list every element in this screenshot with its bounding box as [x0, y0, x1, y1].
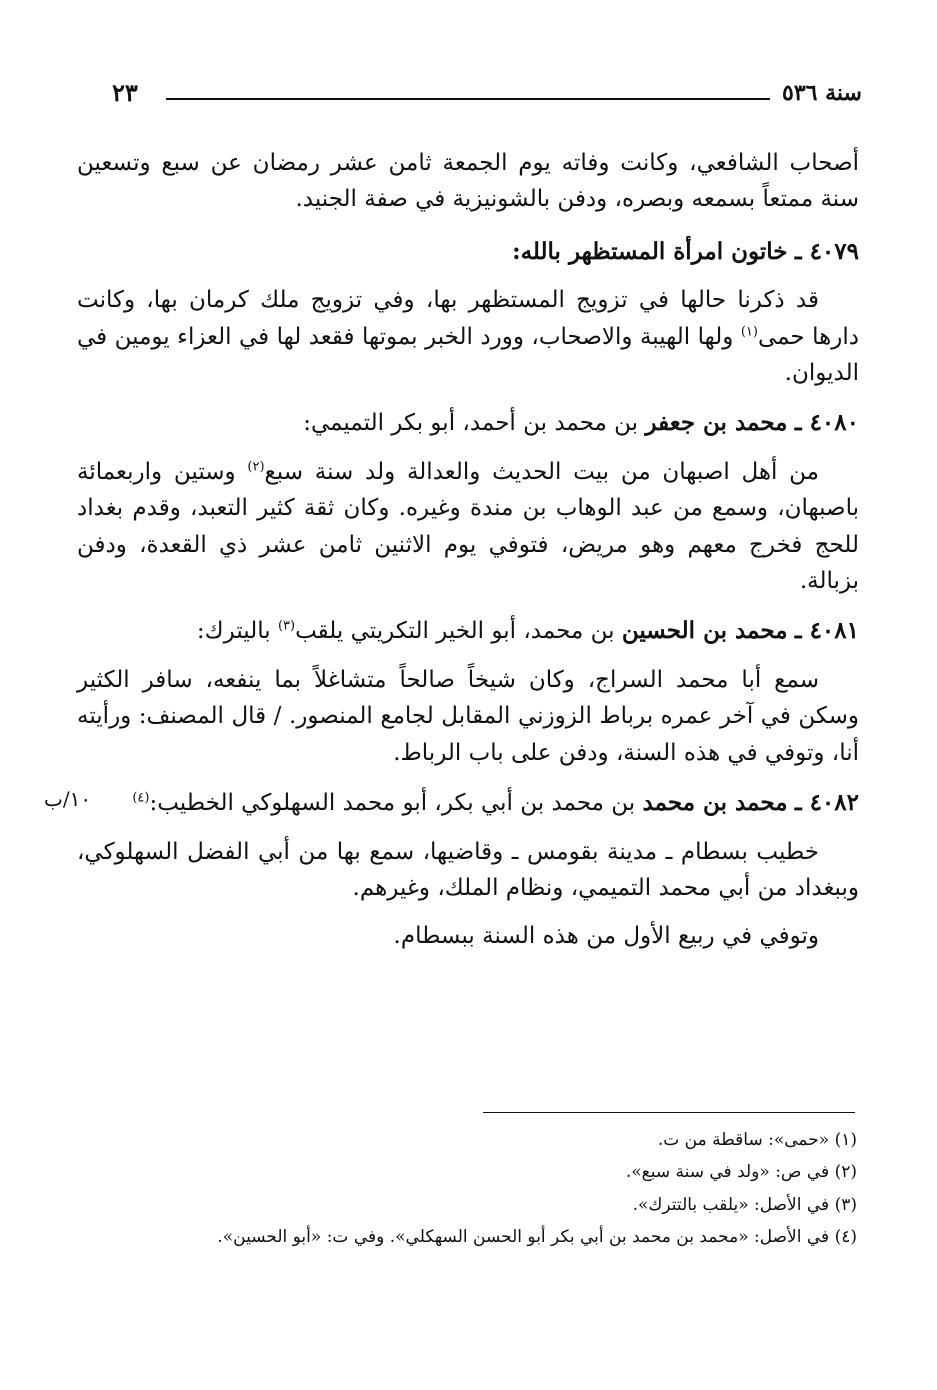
entry-text: وستين واربعمائة باصبهان، وسمع من عبد الوهاب بن مندة وغيره. وكان ثقة كثير التعبد، وقدم بغداد للحج فخرج معهم وهو مريض، فتوفي يوم الاثنين ثامن عشر ذي القعدة، ودفن بزبالة. — [77, 458, 859, 594]
entry-text: من أهل اصبهان من بيت الحديث والعدالة ولد سنة سبع — [264, 458, 820, 485]
entry-text: خطيب بسطام ـ مدينة بقومس ـ وقاضيها، سمع بها من أبي الفضل السهلوكي، وببغداد من أبي محمد التميمي، ونظام الملك، وغيرهم. — [77, 838, 859, 901]
intro-paragraph: أصحاب الشافعي، وكانت وفاته يوم الجمعة ثامن عشر رمضان عن سبع وتسعين سنة ممتعاً بسمعه وبصره، ودفن بالشونيزية في صفة الجنيد. — [77, 150, 859, 213]
entry-text: سمع أبا محمد السراج، وكان شيخاً صالحاً متشاغلاً بما ينفعه، سافر الكثير وسكن في آخر عمره برباط الزوزني المقابل لجامع المنصور. / قال المصنف: ورأيته أنا، وتوفي في هذه السنة، ودفن على باب الرباط. — [77, 666, 859, 766]
page-number: ٢٣ — [112, 78, 138, 107]
entry-heading-4080 — [77, 405, 859, 442]
header-year: سنة ٥٣٦ — [782, 80, 862, 106]
entry-name: خاتون امرأة المستظهر بالله: — [512, 237, 788, 265]
footnote-ref: (٤) — [132, 790, 150, 806]
footnote-ref: (٢) — [247, 459, 265, 475]
entry-body-4081 — [77, 662, 859, 771]
footnote-ref: (١) — [740, 323, 758, 339]
footnote: (٢) في ص: «ولد في سنة سبع». — [625, 1162, 857, 1183]
entry-number: ٤٠٨٠ ـ — [794, 409, 859, 437]
entry-name: محمد بن جعفر — [645, 409, 788, 437]
footnote: (٣) في الأصل: «يلقب بالتترك». — [632, 1194, 857, 1215]
entry-rest: بن محمد بن أحمد، أبو بكر التميمي: — [303, 410, 646, 437]
entry-rest: بن محمد، أبو الخير التكريتي يلقب — [295, 618, 622, 645]
entry-number: ٤٠٧٩ ـ — [794, 237, 859, 265]
footnote-rule — [483, 1112, 855, 1113]
entry-number: ٤٠٨٢ ـ — [794, 788, 859, 816]
entry-rest: بن محمد بن أبي بكر، أبو محمد السهلوكي الخطيب: — [149, 789, 643, 816]
page-header — [112, 80, 862, 116]
footnotes — [77, 1124, 857, 1253]
entry-number: ٤٠٨١ ـ — [794, 617, 859, 645]
entry-heading-4079 — [77, 234, 859, 271]
entry-body-4082-death: وتوفي في ربيع الأول من هذه السنة ببسطام. — [393, 923, 819, 950]
entry-body-4080 — [77, 454, 859, 599]
page-body — [77, 145, 859, 954]
entry-heading-4081 — [77, 613, 859, 650]
entry-body-4082 — [77, 834, 859, 907]
entry-heading-4082 — [77, 785, 859, 822]
footnote: (١) «حمى»: ساقطة من ت. — [657, 1130, 857, 1150]
entry-text: قد ذكرنا حالها في تزويج المستظهر بها، وفي تزويج ملك كرمان بها، وكانت دارها حمى — [77, 287, 859, 350]
header-rule — [166, 98, 770, 100]
entry-rest-after: باليترك: — [196, 618, 278, 645]
entry-body-4079 — [77, 282, 859, 391]
footnote: (٤) في الأصل: «محمد بن محمد بن أبي بكر أبو الحسن السهكلي». وفي ت: «أبو الحسين». — [217, 1226, 857, 1247]
footnote-ref: (٣) — [277, 618, 296, 634]
margin-folio-note: ١٠/ب — [44, 787, 92, 811]
entry-name: محمد بن محمد — [642, 788, 788, 816]
entry-name: محمد بن الحسين — [621, 617, 788, 645]
entry-text: ولها الهيبة والاصحاب، وورد الخبر بموتها فقعد لها في العزاء يومين في الديوان. — [77, 323, 859, 386]
